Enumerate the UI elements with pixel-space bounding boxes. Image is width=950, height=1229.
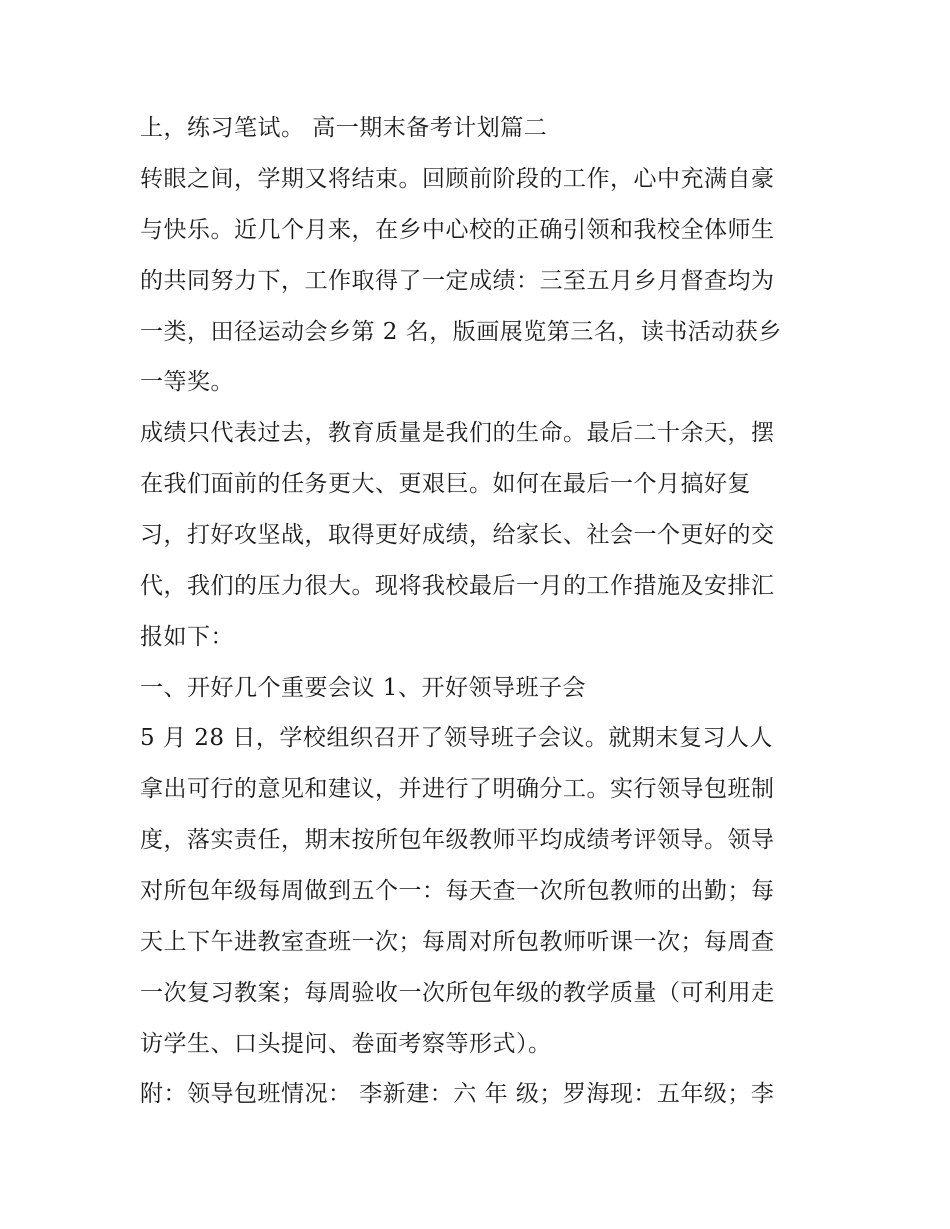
text-line: 与快乐。近几个月来，在乡中心校的正确引领和我校全体师生 bbox=[140, 217, 775, 243]
text-line: 上，练习笔试。 高一期末备考计划篇二 bbox=[140, 115, 548, 141]
text-line: 的共同努力下，工作取得了一定成绩：三至五月乡月督查均为 bbox=[140, 268, 775, 294]
text-line: 转眼之间，学期又将结束。回顾前阶段的工作，心中充满自豪 bbox=[140, 166, 775, 192]
text-line: 报如下： bbox=[140, 624, 234, 650]
text-line: 天上下午进教室查班一次；每周对所包教师听课一次；每周查 bbox=[140, 929, 775, 955]
text-line: 拿出可行的意见和建议，并进行了明确分工。实行领导包班制 bbox=[140, 776, 775, 802]
text-line: 访学生、口头提问、卷面考察等形式）。 bbox=[140, 1031, 552, 1057]
text-line: 成绩只代表过去，教育质量是我们的生命。最后二十余天，摆 bbox=[140, 420, 775, 446]
text-line: 附：领导包班情况： 李新建：六 年 级；罗海现：五年级；李 bbox=[140, 1081, 775, 1107]
text-line: 对所包年级每周做到五个一：每天查一次所包教师的出勤；每 bbox=[140, 878, 775, 904]
text-line: 习，打好攻坚战，取得更好成绩，给家长、社会一个更好的交 bbox=[140, 522, 775, 548]
text-line: 一类，田径运动会乡第 2 名，版画展览第三名，读书活动获乡 bbox=[140, 319, 782, 345]
text-line: 度，落实责任，期末按所包年级教师平均成绩考评领导。领导 bbox=[140, 827, 775, 853]
text-line: 一、开好几个重要会议 1、开好领导班子会 bbox=[140, 675, 586, 701]
text-line: 一次复习教案；每周验收一次所包年级的教学质量（可利用走 bbox=[140, 980, 775, 1006]
text-line: 一等奖。 bbox=[140, 369, 234, 395]
text-line: 5 月 28 日，学校组织召开了领导班子会议。就期末复习人人 bbox=[140, 725, 773, 751]
text-line: 代，我们的压力很大。现将我校最后一月的工作措施及安排汇 bbox=[140, 573, 775, 599]
text-line: 在我们面前的任务更大、更艰巨。如何在最后一个月搞好复 bbox=[140, 471, 751, 497]
